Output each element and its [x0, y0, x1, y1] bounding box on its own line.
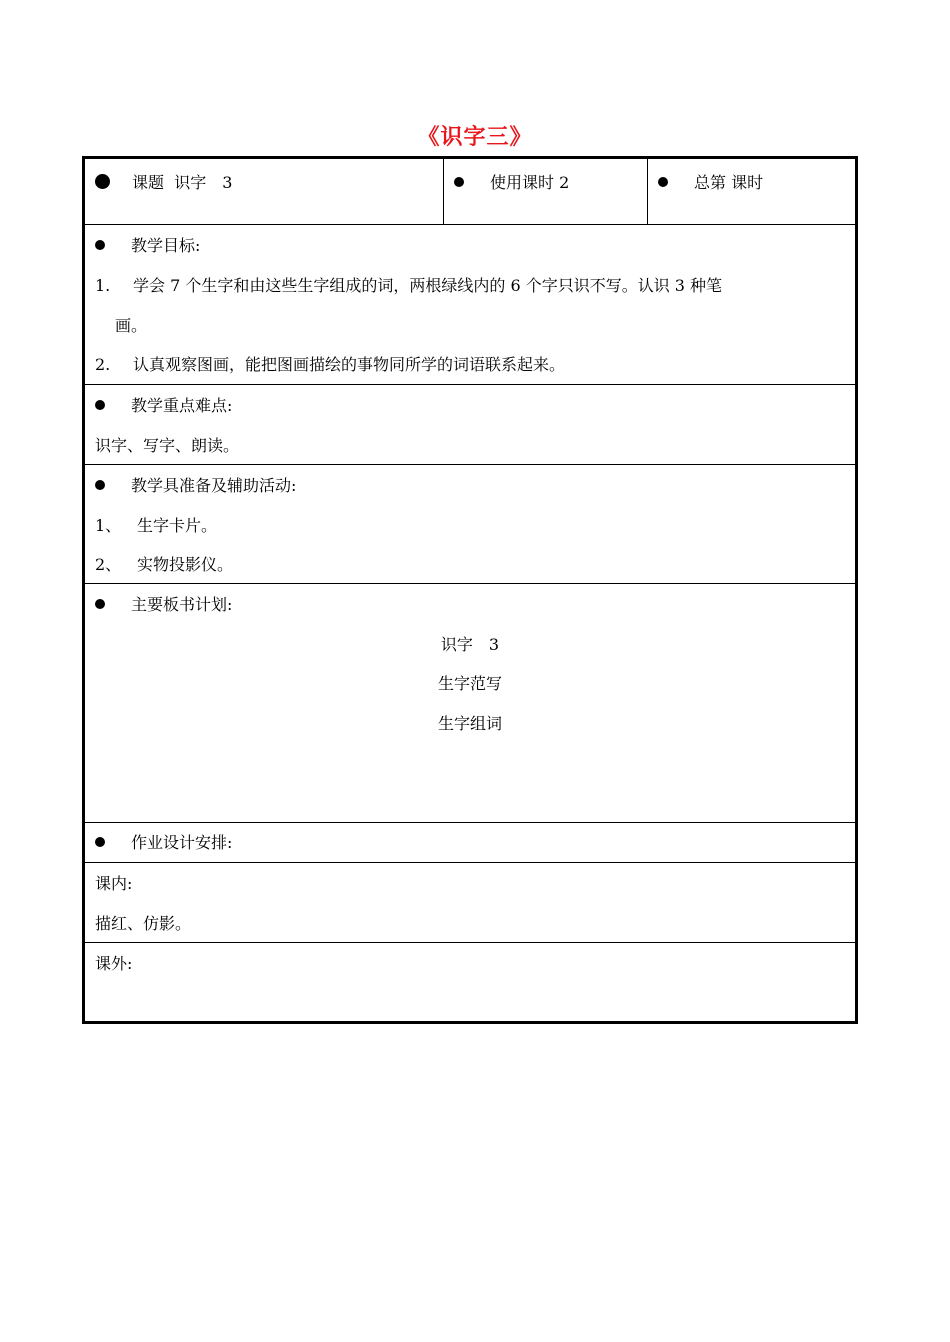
bullet-icon: [95, 400, 105, 410]
objectives-section: [85, 225, 855, 385]
in-class-section: [85, 863, 855, 943]
objective-item: 1. 学会 7 个生字和由这些生字组成的词，两根绿线内的 6 个字只识不写。认识 3 种笔: [95, 276, 723, 295]
bullet-icon: [95, 240, 105, 250]
bullet-icon: [95, 174, 110, 189]
total-hours-cell: [648, 159, 855, 224]
key-points-section: [85, 385, 855, 465]
in-class-label: 课内:: [95, 874, 133, 893]
after-class-section: [85, 943, 855, 1021]
topic-value: 识字 3: [174, 173, 233, 192]
bullet-icon: [454, 177, 464, 187]
key-points-heading: 教学重点难点:: [131, 396, 233, 415]
page-title: 《识字三》: [417, 125, 533, 150]
preparation-section: [85, 465, 855, 584]
total-hours-label: 总第 课时: [694, 173, 764, 192]
objectives-heading: 教学目标:: [131, 236, 201, 255]
hours-cell: [444, 159, 648, 224]
preparation-heading: 教学具准备及辅助活动:: [131, 476, 297, 495]
objective-item-continued: 画。: [115, 316, 148, 335]
bullet-icon: [95, 480, 105, 490]
hours-value: 2: [559, 173, 570, 192]
homework-heading-row: [85, 823, 855, 863]
hours-label: 使用课时: [490, 173, 555, 192]
objective-item: 2. 认真观察图画，能把图画描绘的事物同所学的词语联系起来。: [95, 355, 566, 374]
topic-label: 课题: [132, 173, 165, 192]
topic-cell: [85, 159, 443, 224]
in-class-text: 描红、仿影。: [95, 914, 192, 933]
bullet-icon: [658, 177, 668, 187]
bullet-icon: [95, 837, 105, 847]
board-plan-line: 识字 3: [440, 635, 500, 654]
homework-heading: 作业设计安排:: [131, 833, 233, 852]
preparation-item: 1、 生字卡片。: [95, 516, 218, 535]
board-plan-section: [85, 584, 855, 823]
header-row: [85, 159, 855, 225]
board-plan-heading: 主要板书计划:: [131, 595, 233, 614]
board-plan-line: 生字范写: [437, 674, 502, 693]
preparation-item: 2、 实物投影仪。: [95, 555, 234, 574]
board-plan-line: 生字组词: [437, 714, 502, 733]
after-class-label: 课外:: [95, 954, 133, 973]
bullet-icon: [95, 599, 105, 609]
lesson-plan-table: [82, 156, 858, 1024]
key-points-text: 识字、写字、朗读。: [95, 436, 240, 455]
